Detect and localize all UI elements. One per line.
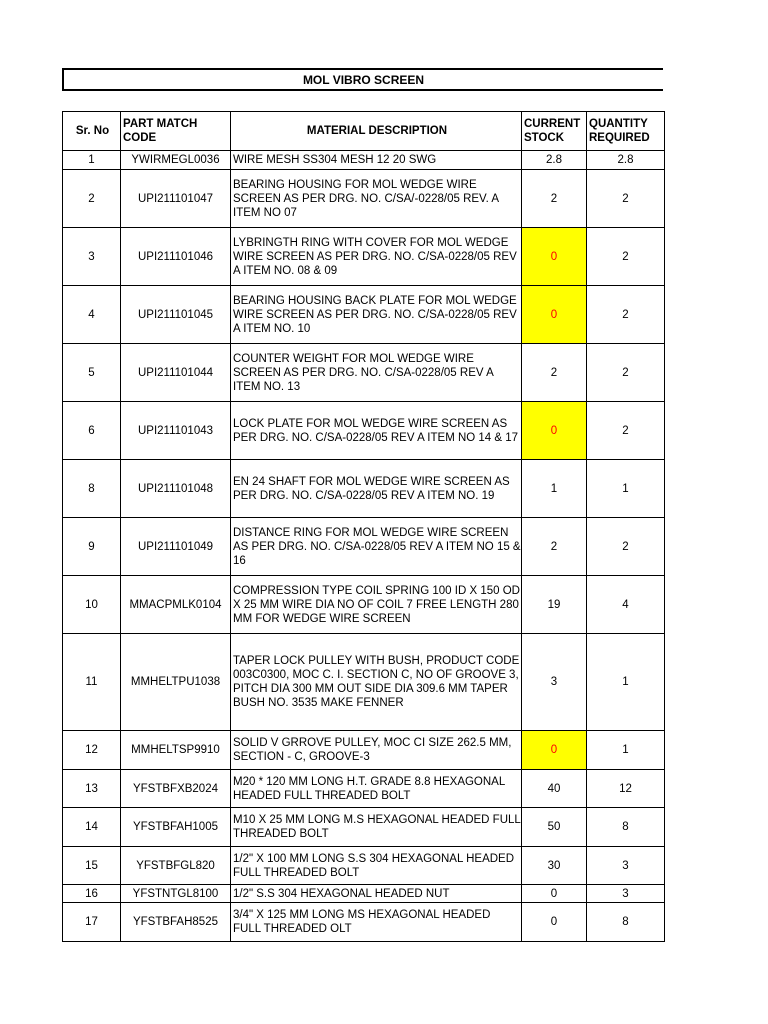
description-cell: TAPER LOCK PULLEY WITH BUSH, PRODUCT CODE 003C0300, MOC C. I. SECTION C, NO OF GROOVE 3, PITCH DIA 300 MM OUT SIDE DIA 309.6 MM TAPER BUSH NO. 3535 MAKE FENNER xyxy=(231,634,522,731)
quantity-required-cell: 2 xyxy=(587,402,665,460)
current-stock-cell: 0 xyxy=(522,228,587,286)
table-row xyxy=(63,286,665,344)
quantity-required-cell: 2 xyxy=(587,170,665,228)
table-row xyxy=(63,170,665,228)
sr-no-cell: 2 xyxy=(63,170,121,228)
table-row xyxy=(63,903,665,942)
table-row xyxy=(63,847,665,885)
table-row xyxy=(63,576,665,634)
sr-no-cell: 11 xyxy=(63,634,121,731)
current-stock-cell: 50 xyxy=(522,808,587,847)
description-cell: M20 * 120 MM LONG H.T. GRADE 8.8 HEXAGONAL HEADED FULL THREADED BOLT xyxy=(231,770,522,808)
part-code-cell: YFSTBFAH1005 xyxy=(121,808,231,847)
part-code-cell: YWIRMEGL0036 xyxy=(121,151,231,170)
table-row xyxy=(63,731,665,770)
current-stock-cell: 0 xyxy=(522,286,587,344)
sr-no-cell: 8 xyxy=(63,460,121,518)
sr-no-cell: 15 xyxy=(63,847,121,885)
col-header-quantity-required: QUANTITY REQUIRED xyxy=(587,112,665,151)
col-header-part-code: PART MATCH CODE xyxy=(121,112,231,151)
sr-no-cell: 13 xyxy=(63,770,121,808)
col-header-current-stock: CURRENT STOCK xyxy=(522,112,587,151)
sr-no-cell: 5 xyxy=(63,344,121,402)
part-code-cell: UPI211101049 xyxy=(121,518,231,576)
table-row xyxy=(63,634,665,731)
description-cell: 1/2" X 100 MM LONG S.S 304 HEXAGONAL HEADED FULL THREADED BOLT xyxy=(231,847,522,885)
current-stock-cell: 2.8 xyxy=(522,151,587,170)
sr-no-cell: 4 xyxy=(63,286,121,344)
table-row xyxy=(63,151,665,170)
part-code-cell: UPI211101048 xyxy=(121,460,231,518)
table-row xyxy=(63,518,665,576)
quantity-required-cell: 3 xyxy=(587,885,665,903)
description-cell: LOCK PLATE FOR MOL WEDGE WIRE SCREEN AS PER DRG. NO. C/SA-0228/05 REV A ITEM NO 14 & 17 xyxy=(231,402,522,460)
current-stock-cell: 19 xyxy=(522,576,587,634)
current-stock-cell: 0 xyxy=(522,731,587,770)
sr-no-cell: 16 xyxy=(63,885,121,903)
sr-no-cell: 9 xyxy=(63,518,121,576)
quantity-required-cell: 4 xyxy=(587,576,665,634)
current-stock-cell: 2 xyxy=(522,170,587,228)
quantity-required-cell: 2 xyxy=(587,344,665,402)
table-row xyxy=(63,460,665,518)
quantity-required-cell: 2 xyxy=(587,228,665,286)
table-row xyxy=(63,770,665,808)
current-stock-cell: 2 xyxy=(522,344,587,402)
current-stock-cell: 0 xyxy=(522,903,587,942)
description-cell: EN 24 SHAFT FOR MOL WEDGE WIRE SCREEN AS PER DRG. NO. C/SA-0228/05 REV A ITEM NO. 19 xyxy=(231,460,522,518)
header-row xyxy=(63,112,665,151)
sr-no-cell: 1 xyxy=(63,151,121,170)
quantity-required-cell: 3 xyxy=(587,847,665,885)
sr-no-cell: 6 xyxy=(63,402,121,460)
description-cell: M10 X 25 MM LONG M.S HEXAGONAL HEADED FULL THREADED BOLT xyxy=(231,808,522,847)
part-code-cell: UPI211101046 xyxy=(121,228,231,286)
description-cell: SOLID V GRROVE PULLEY, MOC CI SIZE 262.5 MM, SECTION - C, GROOVE-3 xyxy=(231,731,522,770)
sr-no-cell: 3 xyxy=(63,228,121,286)
table-row xyxy=(63,228,665,286)
quantity-required-cell: 12 xyxy=(587,770,665,808)
quantity-required-cell: 8 xyxy=(587,903,665,942)
current-stock-cell: 30 xyxy=(522,847,587,885)
current-stock-cell: 40 xyxy=(522,770,587,808)
description-cell: WIRE MESH SS304 MESH 12 20 SWG xyxy=(231,151,522,170)
current-stock-cell: 3 xyxy=(522,634,587,731)
quantity-required-cell: 1 xyxy=(587,731,665,770)
part-code-cell: YFSTBFGL820 xyxy=(121,847,231,885)
part-code-cell: MMHELTSP9910 xyxy=(121,731,231,770)
part-code-cell: MMHELTPU1038 xyxy=(121,634,231,731)
description-cell: BEARING HOUSING BACK PLATE FOR MOL WEDGE WIRE SCREEN AS PER DRG. NO. C/SA-0228/05 REV A ITEM NO. 10 xyxy=(231,286,522,344)
part-code-cell: MMACPMLK0104 xyxy=(121,576,231,634)
sr-no-cell: 10 xyxy=(63,576,121,634)
table-row xyxy=(63,885,665,903)
col-header-description: MATERIAL DESCRIPTION xyxy=(231,112,522,151)
table-row xyxy=(63,344,665,402)
quantity-required-cell: 2 xyxy=(587,518,665,576)
sr-no-cell: 14 xyxy=(63,808,121,847)
current-stock-cell: 0 xyxy=(522,402,587,460)
quantity-required-cell: 1 xyxy=(587,460,665,518)
parts-table xyxy=(62,111,665,942)
current-stock-cell: 1 xyxy=(522,460,587,518)
part-code-cell: YFSTBFAH8525 xyxy=(121,903,231,942)
description-cell: COUNTER WEIGHT FOR MOL WEDGE WIRE SCREEN AS PER DRG. NO. C/SA-0228/05 REV A ITEM NO. 13 xyxy=(231,344,522,402)
part-code-cell: UPI211101044 xyxy=(121,344,231,402)
sr-no-cell: 17 xyxy=(63,903,121,942)
part-code-cell: UPI211101045 xyxy=(121,286,231,344)
description-cell: 1/2" S.S 304 HEXAGONAL HEADED NUT xyxy=(231,885,522,903)
description-cell: BEARING HOUSING FOR MOL WEDGE WIRE SCREEN AS PER DRG. NO. C/SA/-0228/05 REV. A ITEM NO 07 xyxy=(231,170,522,228)
quantity-required-cell: 1 xyxy=(587,634,665,731)
description-cell: COMPRESSION TYPE COIL SPRING 100 ID X 150 OD X 25 MM WIRE DIA NO OF COIL 7 FREE LENGTH 280 MM FOR WEDGE WIRE SCREEN xyxy=(231,576,522,634)
sheet-title: MOL VIBRO SCREEN xyxy=(62,68,663,91)
table-row xyxy=(63,808,665,847)
current-stock-cell: 0 xyxy=(522,885,587,903)
quantity-required-cell: 2 xyxy=(587,286,665,344)
part-code-cell: YFSTBFXB2024 xyxy=(121,770,231,808)
sr-no-cell: 12 xyxy=(63,731,121,770)
quantity-required-cell: 8 xyxy=(587,808,665,847)
description-cell: LYBRINGTH RING WITH COVER FOR MOL WEDGE WIRE SCREEN AS PER DRG. NO. C/SA-0228/05 REV A ITEM NO. 08 & 09 xyxy=(231,228,522,286)
description-cell: DISTANCE RING FOR MOL WEDGE WIRE SCREEN AS PER DRG. NO. C/SA-0228/05 REV A ITEM NO 15 & 16 xyxy=(231,518,522,576)
col-header-sr-no: Sr. No xyxy=(63,112,121,151)
current-stock-cell: 2 xyxy=(522,518,587,576)
description-cell: 3/4" X 125 MM LONG MS HEXAGONAL HEADED FULL THREADED OLT xyxy=(231,903,522,942)
table-row xyxy=(63,402,665,460)
quantity-required-cell: 2.8 xyxy=(587,151,665,170)
part-code-cell: YFSTNTGL8100 xyxy=(121,885,231,903)
part-code-cell: UPI211101047 xyxy=(121,170,231,228)
part-code-cell: UPI211101043 xyxy=(121,402,231,460)
